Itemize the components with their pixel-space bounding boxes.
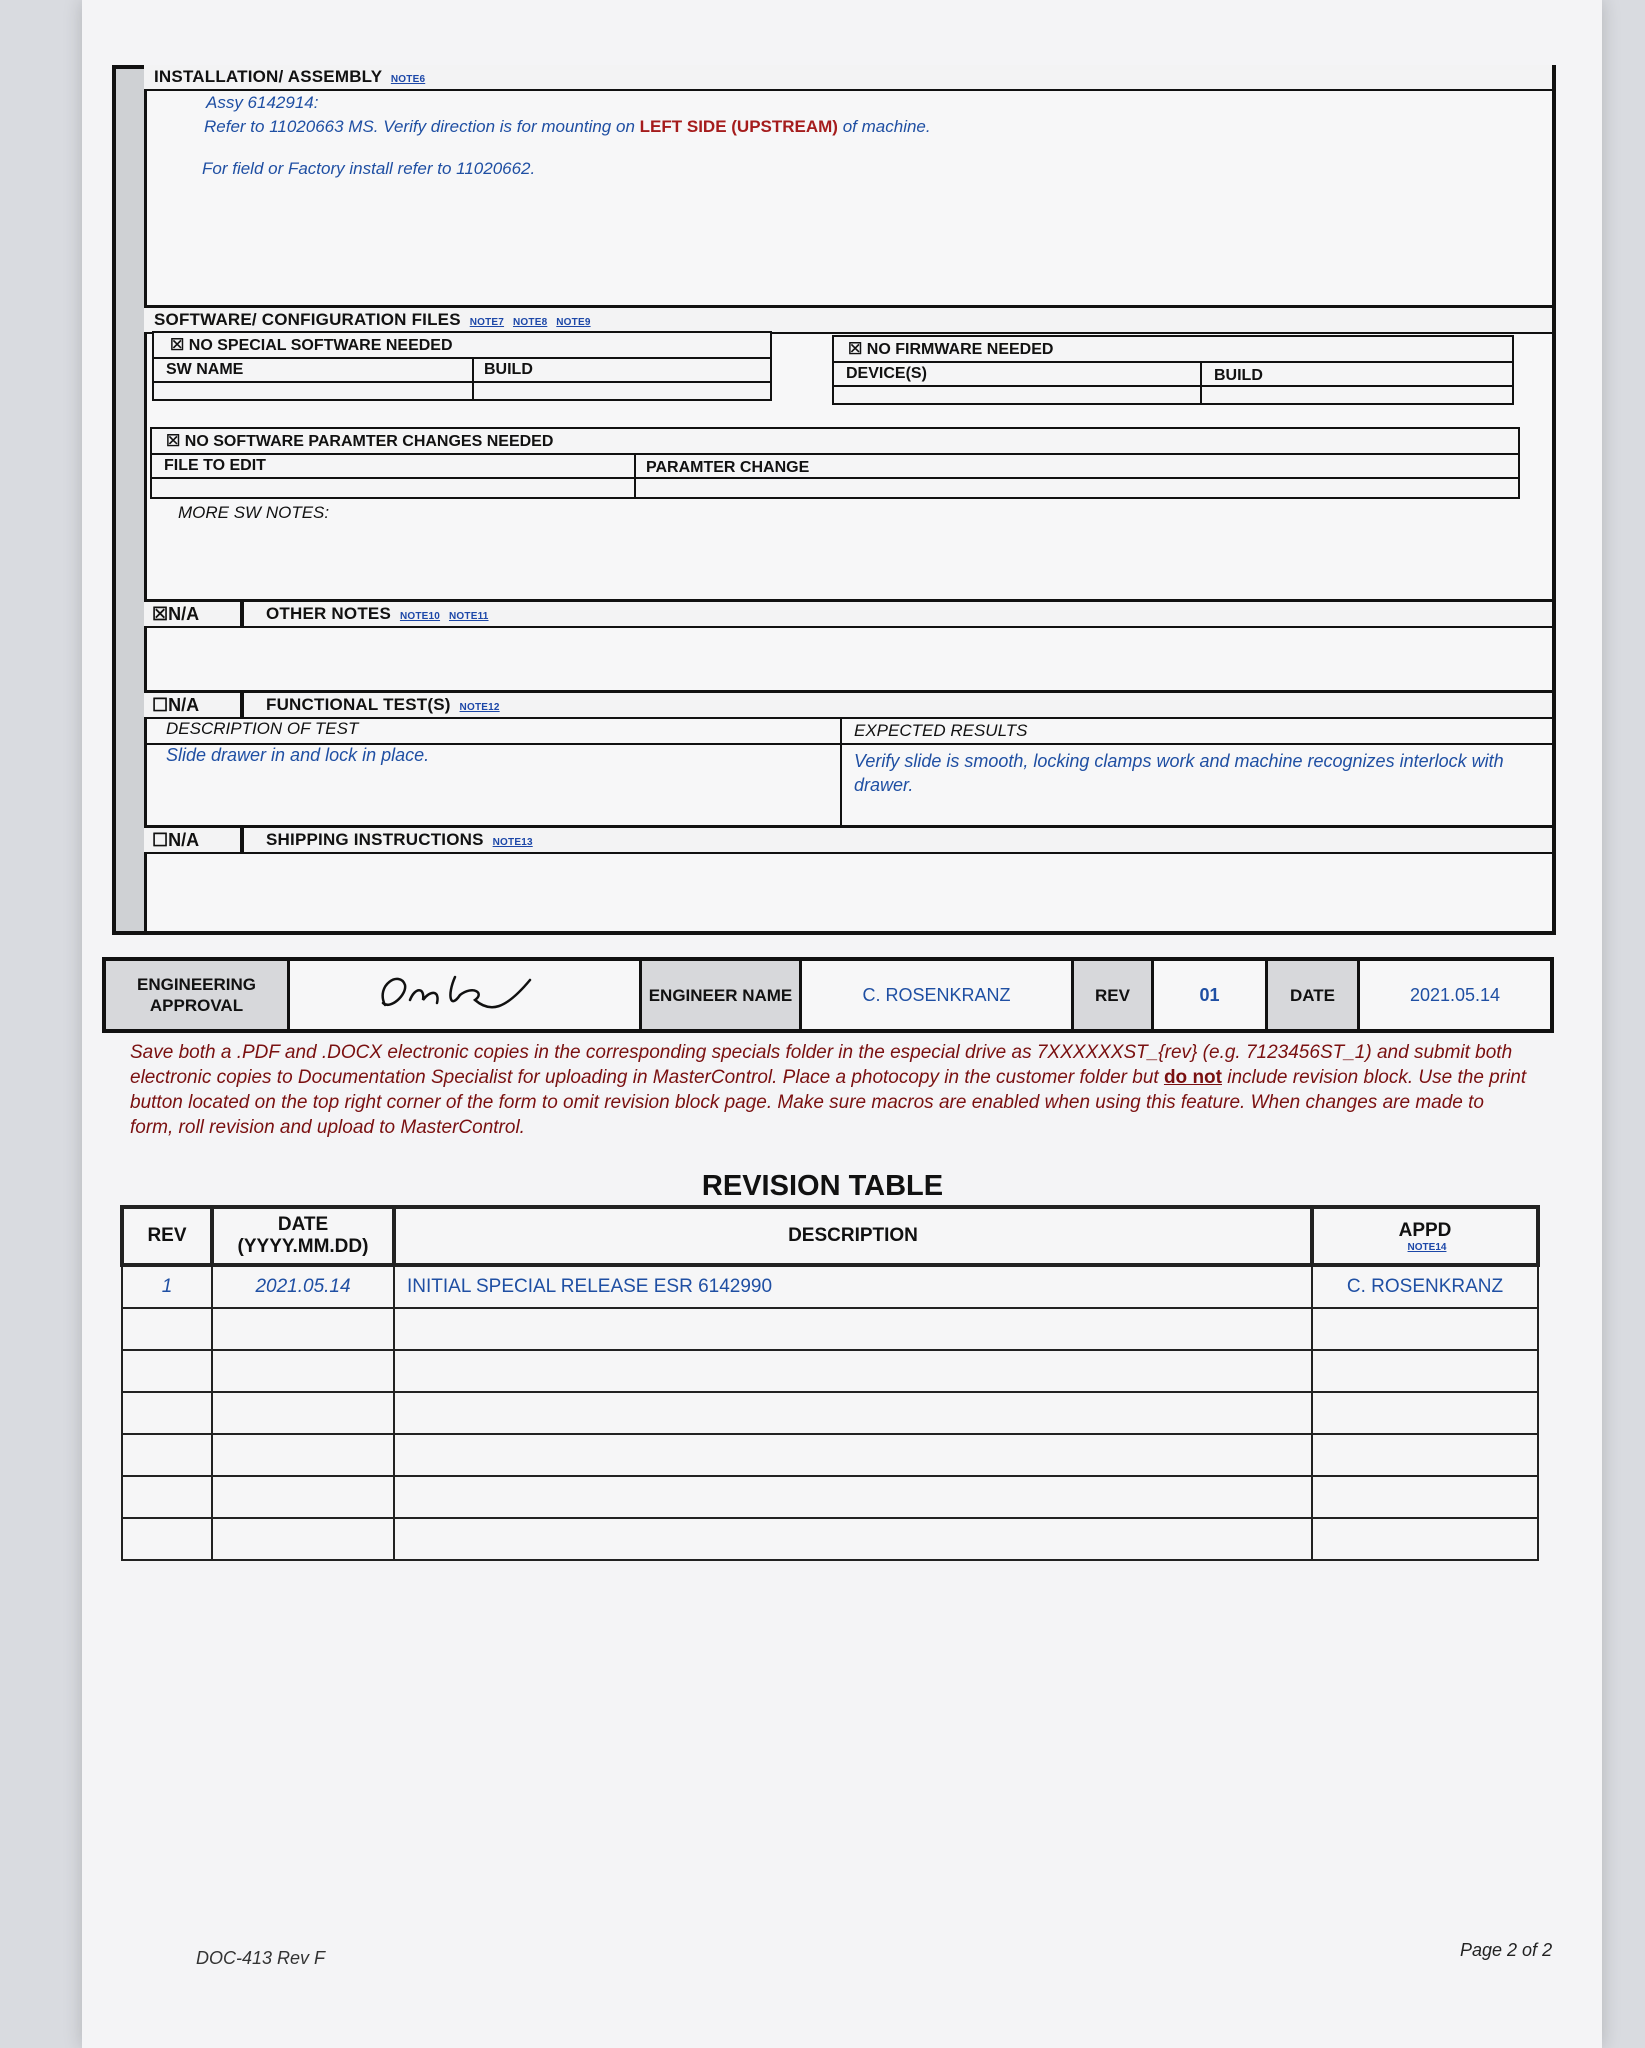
divider (472, 357, 474, 399)
other-notes-title: OTHER NOTES (266, 604, 391, 623)
more-sw-notes-label: MORE SW NOTES: (178, 503, 330, 522)
expected-results-header: EXPECTED RESULTS (854, 721, 1028, 740)
approval-block (102, 957, 1554, 1033)
table-row (122, 1434, 1538, 1476)
note9-link[interactable]: NOTE9 (556, 317, 591, 328)
software-title: SOFTWARE/ CONFIGURATION FILES (154, 310, 461, 329)
row-appd[interactable]: C. ROSENKRANZ (1312, 1265, 1538, 1308)
empty-cell[interactable] (1312, 1434, 1538, 1476)
table-row (122, 1392, 1538, 1434)
installation-line1 (204, 117, 931, 137)
appd-col-header (1312, 1207, 1538, 1265)
empty-cell[interactable] (212, 1518, 394, 1560)
empty-cell[interactable] (1312, 1308, 1538, 1350)
empty-cell[interactable] (212, 1350, 394, 1392)
empty-cell[interactable] (1312, 1476, 1538, 1518)
note10-link[interactable]: NOTE10 (399, 611, 441, 622)
divider (152, 477, 1518, 479)
empty-cell[interactable] (394, 1434, 1312, 1476)
assy-number: Assy 6142914: (206, 93, 319, 112)
note8-link[interactable]: NOTE8 (512, 317, 548, 328)
instructions-do-not: do not (1163, 1067, 1222, 1088)
rev-value[interactable]: 01 (1154, 961, 1268, 1029)
note14-link[interactable]: NOTE14 (1407, 1241, 1447, 1253)
empty-cell[interactable] (122, 1392, 212, 1434)
installation-line2: For field or Factory install refer to 11020662. (202, 159, 536, 178)
sw-name-header: SW NAME (166, 361, 244, 378)
description-col-header: DESCRIPTION (394, 1207, 1312, 1265)
note13-link[interactable]: NOTE13 (492, 837, 533, 848)
divider (834, 361, 1512, 363)
empty-cell[interactable] (394, 1350, 1312, 1392)
no-param-checkbox[interactable]: ☒ NO SOFTWARE PARAMTER CHANGES NEEDED (166, 433, 554, 450)
divider (154, 357, 770, 359)
page-number: Page 2 of 2 (1460, 1940, 1553, 1960)
doc-number: DOC-413 Rev F (196, 1948, 326, 1968)
date-label: DATE (1268, 961, 1360, 1029)
note12-link[interactable]: NOTE12 (459, 702, 500, 713)
revision-table-header (122, 1207, 1538, 1265)
empty-cell[interactable] (122, 1518, 212, 1560)
param-change-header: PARAMTER CHANGE (646, 459, 810, 476)
empty-cell[interactable] (394, 1392, 1312, 1434)
file-to-edit-header: FILE TO EDIT (164, 457, 266, 474)
no-firmware-box (832, 335, 1514, 405)
shipping-header (144, 825, 1552, 854)
note7-link[interactable]: NOTE7 (469, 317, 505, 328)
empty-cell[interactable] (1312, 1392, 1538, 1434)
installation-header (144, 65, 1552, 91)
signature-field[interactable] (290, 961, 642, 1029)
empty-cell[interactable] (122, 1308, 212, 1350)
installation-line1-pre: Refer to 11020663 MS. Verify direction is for mounting on (204, 117, 635, 136)
no-param-box (150, 427, 1520, 499)
no-firmware-checkbox[interactable]: ☒ NO FIRMWARE NEEDED (848, 341, 1054, 358)
special-form (112, 65, 1556, 935)
table-row (122, 1265, 1538, 1308)
devices-header: DEVICE(S) (846, 365, 927, 382)
row-rev[interactable]: 1 (122, 1265, 212, 1308)
empty-cell[interactable] (1312, 1350, 1538, 1392)
divider (634, 453, 636, 497)
note11-link[interactable]: NOTE11 (448, 611, 489, 622)
other-notes-header (144, 599, 1552, 628)
no-software-checkbox[interactable]: ☒ NO SPECIAL SOFTWARE NEEDED (170, 337, 453, 354)
empty-cell[interactable] (122, 1434, 212, 1476)
divider (152, 453, 1518, 455)
other-notes-na-checkbox[interactable]: ☒N/A (144, 602, 244, 627)
table-row (122, 1350, 1538, 1392)
empty-cell[interactable] (212, 1434, 394, 1476)
software-header (144, 305, 1552, 334)
rev-label: REV (1074, 961, 1154, 1029)
instructions-part2: include revision block. Use the print button located on the top right corner of the form to omit revision block page. Make sure macros are enabled when using this feature. When changes are made to form, roll revision and upload to MasterControl. (130, 1067, 1527, 1138)
test-description-header: DESCRIPTION OF TEST (166, 719, 359, 738)
table-row (122, 1308, 1538, 1350)
eng-approval-label: ENGINEERING APPROVAL (106, 961, 290, 1029)
empty-cell[interactable] (122, 1476, 212, 1518)
empty-cell[interactable] (212, 1392, 394, 1434)
fw-build-header: BUILD (1214, 367, 1263, 384)
installation-title: INSTALLATION/ ASSEMBLY (154, 67, 382, 86)
date-col-header: DATE (YYYY.MM.DD) (212, 1207, 394, 1265)
date-value[interactable]: 2021.05.14 (1409, 984, 1501, 1005)
no-software-box (152, 331, 772, 401)
empty-cell[interactable] (122, 1350, 212, 1392)
divider (840, 717, 842, 829)
note6-link[interactable]: NOTE6 (390, 74, 426, 85)
installation-line1-red: LEFT SIDE (UPSTREAM) (639, 117, 838, 136)
row-date[interactable]: 2021.05.14 (212, 1265, 394, 1308)
functional-header (144, 690, 1552, 719)
revision-table-title: REVISION TABLE (701, 1170, 944, 1202)
functional-table (144, 717, 1552, 832)
revision-table (120, 1205, 1540, 1561)
instructions-part1: Save both a .PDF and .DOCX electronic copies in the corresponding specials folder in the especial drive as 7XXXXXXST_{rev} (e.g. 7123456ST_1) and submit both electronic copies to Documentation Specialist for uploading in MasterControl. Place a photocopy in the customer folder but (130, 1042, 1513, 1088)
expected-results-value: Verify slide is smooth, locking clamps work and machine recognizes interlock with drawer. (854, 751, 1504, 795)
form-left-bar (116, 69, 147, 931)
empty-cell[interactable] (1312, 1518, 1538, 1560)
empty-cell[interactable] (212, 1476, 394, 1518)
empty-cell[interactable] (394, 1476, 1312, 1518)
functional-title: FUNCTIONAL TEST(S) (266, 695, 451, 714)
divider (1200, 361, 1202, 403)
empty-cell[interactable] (394, 1518, 1312, 1560)
sw-build-header: BUILD (484, 361, 533, 378)
save-instructions (130, 1040, 1530, 1140)
shipping-title: SHIPPING INSTRUCTIONS (266, 830, 484, 849)
empty-cell[interactable] (394, 1308, 1312, 1350)
engineer-name-value[interactable]: C. ROSENKRANZ (802, 961, 1074, 1029)
signature-image (355, 965, 575, 1025)
test-description-value: Slide drawer in and lock in place. (166, 745, 430, 765)
table-row (122, 1518, 1538, 1560)
engineer-name-label: ENGINEER NAME (642, 961, 802, 1029)
divider (834, 385, 1512, 387)
shipping-na-checkbox[interactable]: ☐N/A (144, 828, 244, 853)
appd-label: APPD (1398, 1219, 1452, 1241)
functional-na-checkbox[interactable]: ☐N/A (144, 693, 244, 718)
installation-line1-post: of machine. (842, 117, 931, 136)
table-row (122, 1476, 1538, 1518)
empty-cell[interactable] (212, 1308, 394, 1350)
divider (154, 381, 770, 383)
rev-col-header: REV (122, 1207, 212, 1265)
row-description[interactable]: INITIAL SPECIAL RELEASE ESR 6142990 (394, 1265, 1312, 1308)
